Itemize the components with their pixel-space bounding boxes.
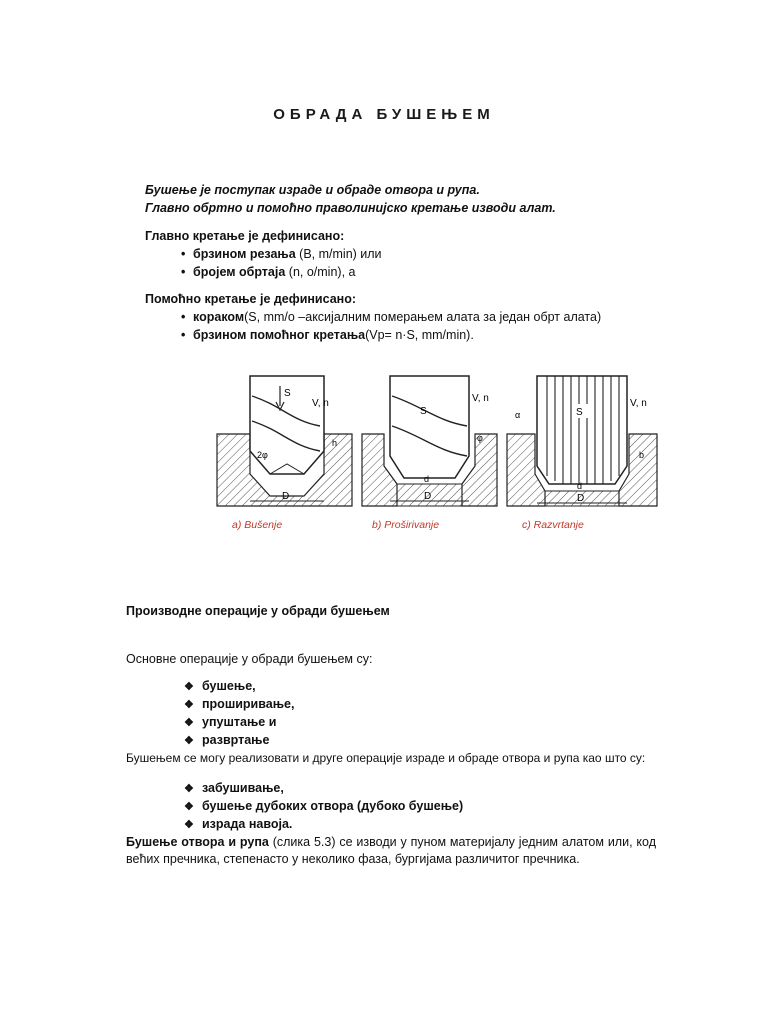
label-vn: V, n: [630, 398, 647, 409]
list-item: • кораком(S, mm/o –аксијалним померањем алата за један обрт алата): [181, 310, 602, 324]
diamond-bullet-icon: ❖: [184, 819, 194, 831]
intro-text: [145, 181, 665, 217]
diamond-bullet-icon: ❖: [184, 783, 194, 795]
list-item: • бројем обртаја (n, o/min), а: [181, 265, 356, 279]
list-item: ❖ бушење дубоких отвора (дубоко бушење): [184, 798, 656, 816]
label-s: S: [576, 407, 583, 418]
basic-operations: [126, 678, 656, 868]
label-s: S: [284, 388, 291, 399]
label-d-small: d: [577, 481, 583, 491]
diamond-bullet-icon: ❖: [184, 681, 194, 693]
panel-b-enlarging: [362, 376, 497, 531]
bullet-icon: •: [181, 328, 186, 342]
diamond-bullet-icon: ❖: [184, 699, 194, 711]
caption-c: c) Razvrtanje: [522, 519, 584, 531]
label-d: D: [282, 491, 290, 502]
page-title: ОБРАДА БУШЕЊЕМ: [273, 106, 495, 123]
operations-title: Производне операције у обради бушењем: [126, 604, 390, 618]
list-item: ❖ забушивање,: [184, 780, 656, 798]
aux-motion-heading: Помоћно кретање је дефинисано:: [145, 292, 357, 306]
list-item: ❖ израда навоја.: [184, 816, 656, 834]
label-s: S: [420, 406, 427, 417]
label-d-small: d: [424, 474, 430, 484]
intro-line-1: Бушење је поступак израде и обраде отвора и рупа.: [145, 183, 480, 197]
list-item: • брзином помоћног кретања(Vp= n·S, mm/min).: [181, 328, 474, 342]
panel-c-reaming: [507, 376, 657, 531]
label-vn: V, n: [472, 393, 489, 404]
label-h: h: [332, 438, 338, 448]
label-d: D: [424, 491, 432, 502]
caption-b: b) Proširivanje: [372, 519, 440, 531]
intro-line-2: Главно обртно и помоћно праволинијско кретање изводи алат.: [145, 201, 556, 215]
main-motion-heading: Главно кретање је дефинисано:: [145, 229, 345, 243]
diamond-bullet-icon: ❖: [184, 735, 194, 747]
bullet-icon: •: [181, 265, 186, 279]
label-phi: φ: [477, 433, 483, 443]
list-item: ❖ бушење,: [184, 678, 656, 696]
drilling-figure: [212, 366, 682, 546]
panel-a-drilling: [217, 376, 352, 531]
aux-motion-section: [145, 290, 705, 344]
other-operations-lead: Бушењем се могу реализовати и друге операције израде и обраде отвора и рупа као што су:: [126, 751, 646, 765]
main-motion-section: [145, 227, 705, 281]
list-item: • брзином резања (В, m/min) или: [181, 247, 382, 261]
caption-a: a) Bušenje: [232, 519, 283, 531]
diamond-bullet-icon: ❖: [184, 801, 194, 813]
bullet-icon: •: [181, 310, 186, 324]
bullet-icon: •: [181, 247, 186, 261]
label-d: D: [577, 493, 585, 504]
operations-lead: Основне операције у обради бушењем су:: [126, 652, 373, 666]
label-2phi: 2φ: [257, 450, 268, 460]
list-item: ❖ проширивање,: [184, 696, 656, 714]
diamond-bullet-icon: ❖: [184, 717, 194, 729]
label-alpha: α: [515, 410, 521, 420]
label-b: b: [639, 450, 645, 460]
final-paragraph: Бушење отвора и рупа (слика 5.3) се изводи у пуном материјалу једним алатом или, код већих пречника, степенасто у неколико фаза, бургијама различитог пречника.: [126, 835, 656, 866]
label-vn: V, n: [312, 398, 329, 409]
list-item: ❖ развртање: [184, 732, 656, 750]
list-item: ❖ упуштање и: [184, 714, 656, 732]
